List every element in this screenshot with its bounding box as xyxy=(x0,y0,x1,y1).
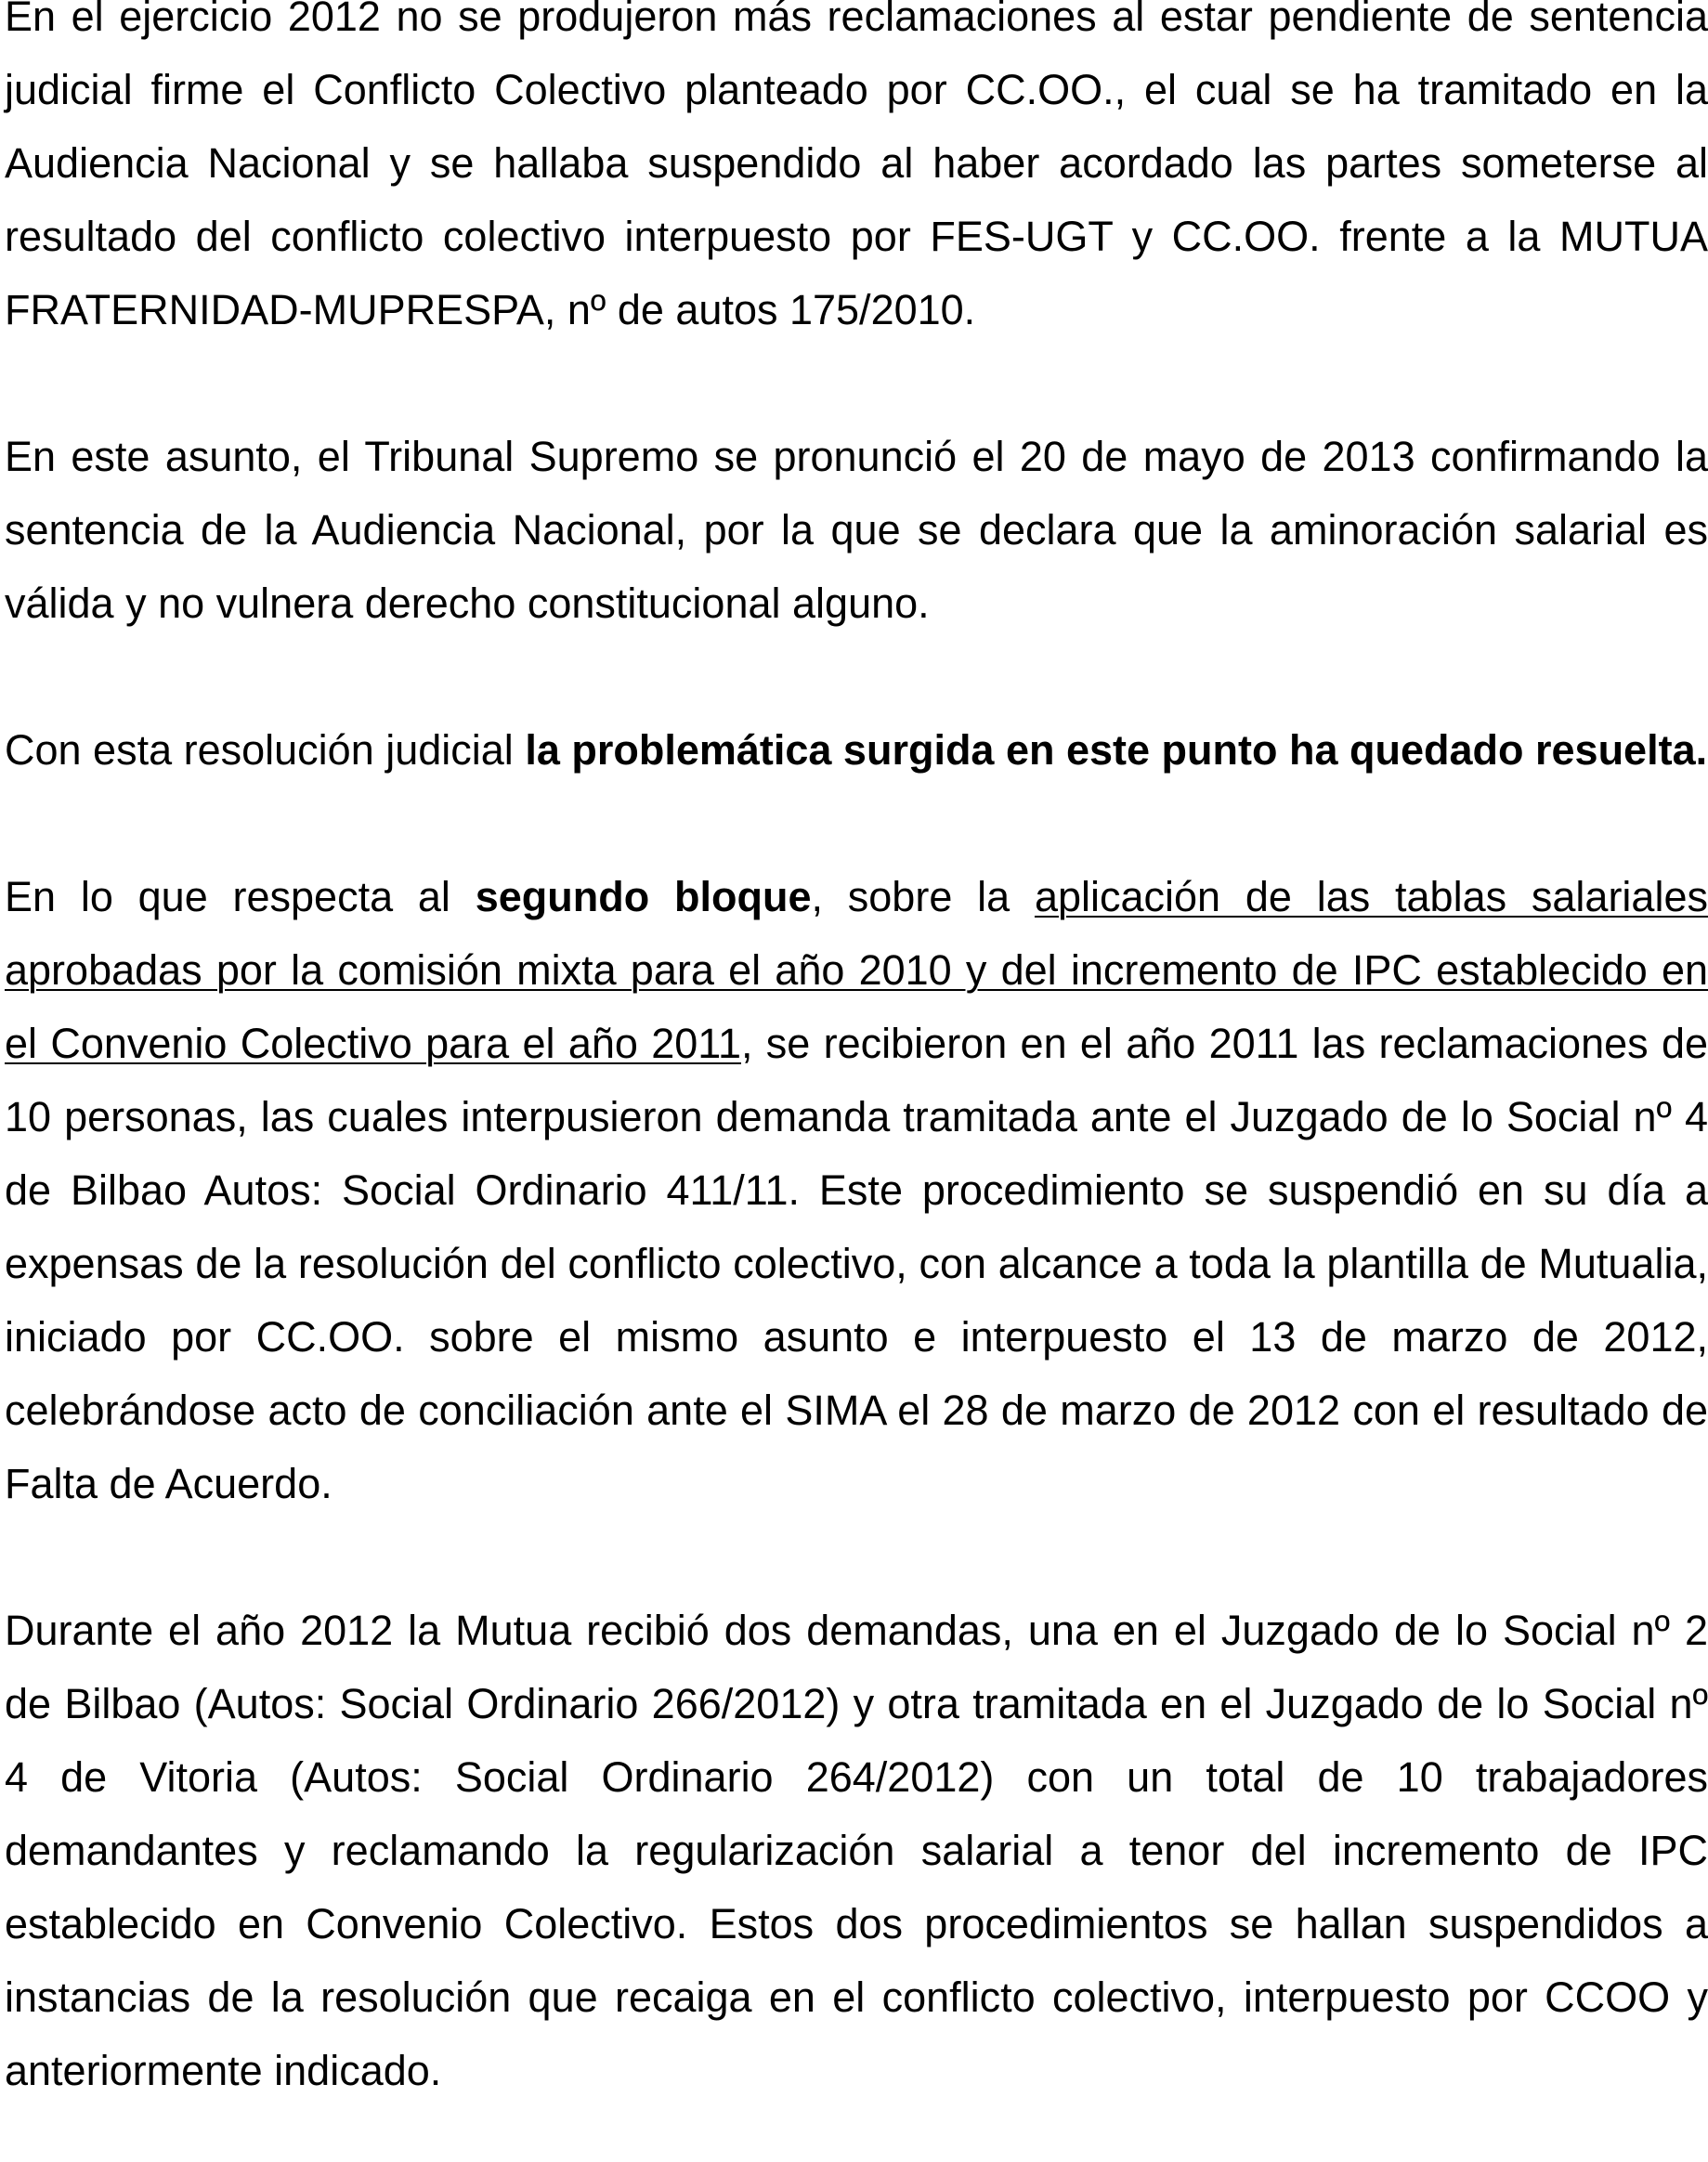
paragraph-second-block xyxy=(5,860,1708,1520)
second-block-intro-text: En lo que respecta al xyxy=(5,873,476,920)
paragraph-resolution xyxy=(5,713,1708,787)
resolution-bold-text: la problemática surgida en este punto ha quedado resuelta. xyxy=(525,726,1708,774)
paragraph-supreme-court-ruling: En este asunto, el Tribunal Supremo se pronunció el 20 de mayo de 2013 confirmando la sentencia de la Audiencia Nacional, por la que se declara que la aminoración salarial es válida y no vulnera derecho constitucional alguno. xyxy=(5,433,1708,627)
resolution-intro-text: Con esta resolución judicial xyxy=(5,726,526,774)
paragraph-demands-2012: Durante el año 2012 la Mutua recibió dos demandas, una en el Juzgado de lo Social nº 2 de Bilbao (Autos: Social Ordinario 266/2012) y otra tramitada en el Juzgado de lo Social nº 4 de Vitoria (Autos: Social Ordinario 264/2012) con un total de 10 trabajadores demandantes y reclamando la regularización salarial a tenor del incremento de IPC establecido en Convenio Colectivo. Estos dos procedimientos se hallan suspendidos a instancias de la resolución que recaiga en el conflicto colectivo, interpuesto por CCOO y anteriormente indicado. xyxy=(5,1607,1708,2094)
second-block-middle-text: , sobre la xyxy=(811,873,1035,920)
document-page xyxy=(5,0,1708,2107)
second-block-underlined-text: aplicación de las tablas salariales aprobadas por la comisión mixta para el año 2010 y del incremento de IPC establecido en el Convenio Colectivo para el año 2011 xyxy=(5,873,1708,1067)
paragraph-claims-2012: En el ejercicio 2012 no se produjeron más reclamaciones al estar pendiente de sentencia judicial firme el Conflicto Colectivo planteado por CC.OO., el cual se ha tramitado en la Audiencia Nacional y se hallaba suspendido al haber acordado las partes someterse al resultado del conflicto colectivo interpuesto por FES-UGT y CC.OO. frente a la MUTUA FRATERNIDAD-MUPRESPA, nº de autos 175/2010. xyxy=(5,0,1708,333)
second-block-rest-text: , se recibieron en el año 2011 las reclamaciones de 10 personas, las cuales interpusieron demanda tramitada ante el Juzgado de lo Social nº 4 de Bilbao Autos: Social Ordinario 411/11. Este procedimiento se suspendió en su día a expensas de la resolución del conflicto colectivo, con alcance a toda la plantilla de Mutualia, iniciado por CC.OO. sobre el mismo asunto e interpuesto el 13 de marzo de 2012, celebrándose acto de conciliación ante el SIMA el 28 de marzo de 2012 con el resultado de Falta de Acuerdo. xyxy=(5,1020,1708,1507)
second-block-bold-text: segundo bloque xyxy=(475,873,812,920)
